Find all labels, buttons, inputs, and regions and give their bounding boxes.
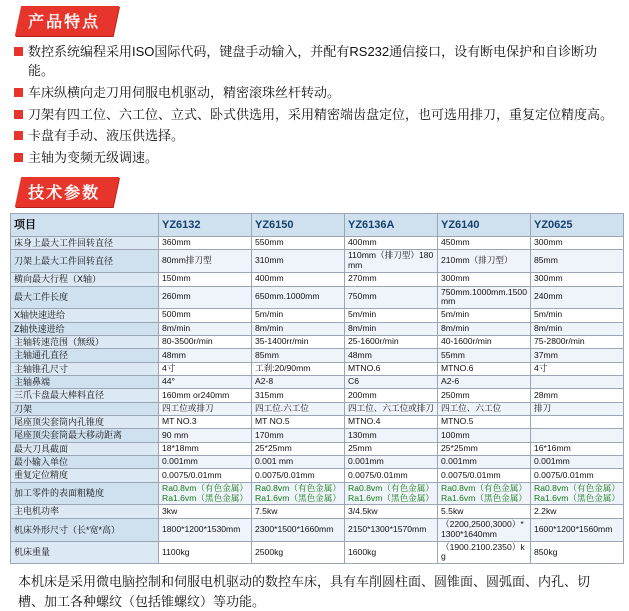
table-cell: Ra0.8vm（有色金属） Ra1.6vm（黑色金属） [438,482,531,505]
table-cell: 1600*1200*1560mm [531,518,624,541]
table-row [11,505,624,518]
table-cell: 8m/min [159,322,252,335]
table-cell: 3kw [159,505,252,518]
table-cell: 450mm [438,237,531,250]
table-row [11,362,624,375]
table-cell: Ra0.8vm（有色金属） Ra1.6vm（黑色金属） [345,482,438,505]
col-header: YZ6140 [438,214,531,237]
table-cell: 650mm.1000mm [252,286,345,309]
table-cell: 40-1600r/min [438,335,531,348]
feature-item [14,106,617,125]
table-row [11,429,624,442]
table-cell: 37mm [531,349,624,362]
table-cell: 0.0075/0.01mm [252,469,345,482]
col-header: YZ6136A [345,214,438,237]
table-cell: （2200,2500,3000）*1300*1640mm [438,518,531,541]
table-cell: 5m/min [531,309,624,322]
feature-item [14,127,617,146]
table-cell: 750mm [345,286,438,309]
table-cell: 270mm [345,273,438,286]
bullet-square-icon [14,47,23,56]
table-row [11,286,624,309]
table-cell: 80-3500r/min [159,335,252,348]
table-cell: 5m/min [345,309,438,322]
table-cell: 310mm [252,250,345,273]
table-row [11,237,624,250]
table-cell: 四工位、六工位或排刀 [345,402,438,415]
table-cell [531,429,624,442]
table-cell: 16*16mm [531,442,624,455]
table-cell: 2500kg [252,541,345,564]
table-cell: 0.001mm [531,456,624,469]
table-row [11,250,624,273]
table-cell: 85mm [252,349,345,362]
table-cell: 5m/min [438,309,531,322]
specs-table-wrap [10,213,619,564]
table-cell: 300mm [531,237,624,250]
table-cell: 400mm [252,273,345,286]
table-row [11,482,624,505]
table-row [11,456,624,469]
table-cell: 360mm [159,237,252,250]
row-label-cell: X轴快速进给 [11,309,159,322]
table-cell: 300mm [438,273,531,286]
col-header: YZ6150 [252,214,345,237]
table-cell: 8m/min [438,322,531,335]
table-cell: 150mm [159,273,252,286]
section-banner-specs [15,177,119,207]
table-cell: 2.2kw [531,505,624,518]
table-cell: 170mm [252,429,345,442]
feature-text: 卡盘有手动、液压供选择。 [28,128,185,144]
feature-text: 数控系统编程采用ISO国际代码，键盘手动输入，并配有RS232通信接口，设有断电保护和自诊断功能。 [28,44,598,78]
table-cell: 排刀 [531,402,624,415]
bullet-square-icon [14,131,23,140]
table-cell: 110mm（排刀型）180mm [345,250,438,273]
bullet-square-icon [14,88,23,97]
table-cell: 210mm（排刀型） [438,250,531,273]
specs-table-body [11,237,624,564]
table-cell: 250mm [438,389,531,402]
table-cell: MTNO.6 [438,362,531,375]
table-cell: C6 [345,375,438,388]
row-label-cell: 主轴锥孔尺寸 [11,362,159,375]
table-cell: 160mm or240mm [159,389,252,402]
table-cell: 四工位或排刀 [159,402,252,415]
feature-item [14,43,617,81]
table-cell: 85mm [531,250,624,273]
table-cell: 3/4.5kw [345,505,438,518]
table-row [11,309,624,322]
table-row [11,335,624,348]
table-cell: Ra0.8vm（有色金属） Ra1.6vm（黑色金属） [159,482,252,505]
table-cell: 0.001mm [345,456,438,469]
table-cell: 0.0075/0.01mm [438,469,531,482]
feature-item [14,84,617,103]
table-cell: A2-6 [438,375,531,388]
table-cell: 48mm [159,349,252,362]
col-header: YZ6132 [159,214,252,237]
row-label-cell: 床身上最大工件回转直径 [11,237,159,250]
section-banner-features-label: 产品特点 [28,14,101,31]
row-label-cell: 机床重量 [11,541,159,564]
table-cell: 300mm [531,273,624,286]
table-cell: 四工位.六工位 [252,402,345,415]
table-row [11,273,624,286]
row-label-cell: 横向最大行程（X轴） [11,273,159,286]
table-cell: 100mm [438,429,531,442]
table-row [11,442,624,455]
table-row [11,389,624,402]
table-cell: 1600kg [345,541,438,564]
table-cell: 25mm [345,442,438,455]
row-label-cell: 机床外形尺寸（长*宽*高） [11,518,159,541]
row-label-cell: 最小输入单位 [11,456,159,469]
table-cell: 850kg [531,541,624,564]
table-cell: 400mm [345,237,438,250]
table-row [11,518,624,541]
row-label-cell: 最大工件长度 [11,286,159,309]
table-row [11,469,624,482]
table-cell: 48mm [345,349,438,362]
table-cell: 4寸 [531,362,624,375]
section-banner-specs-label: 技术参数 [28,185,101,203]
table-cell: 25*25mm [438,442,531,455]
table-cell [531,375,624,388]
row-label-cell: 尾座顶尖套筒最大移动距离 [11,429,159,442]
table-cell: 25*25mm [252,442,345,455]
table-cell: 240mm [531,286,624,309]
row-label-cell: 主轴转速范围（無级） [11,335,159,348]
feature-text: 主轴为变频无级调速。 [28,150,159,166]
row-label-cell: 主电机功率 [11,505,159,518]
table-cell: 260mm [159,286,252,309]
table-cell: 80mm排刀型 [159,250,252,273]
table-header-row [11,214,624,237]
table-cell: 4寸 [159,362,252,375]
specs-table-head [11,214,624,237]
table-cell: MT NO.3 [159,416,252,429]
table-cell: 四工位、六工位 [438,402,531,415]
table-cell: MTNO.5 [438,416,531,429]
bullet-square-icon [14,110,23,119]
table-cell: （1900.2100.2350）kg [438,541,531,564]
col-header: YZ0625 [531,214,624,237]
table-cell: 2300*1500*1660mm [252,518,345,541]
table-cell: 0.0075/0.01mm [345,469,438,482]
table-cell: 8m/min [531,322,624,335]
table-cell: 0.0075/0.01mm [531,469,624,482]
table-cell: 75-2800r/min [531,335,624,348]
table-cell: 8m/min [252,322,345,335]
table-row [11,349,624,362]
table-cell: 750mm.1000mm.1500mm [438,286,531,309]
col-header: 项目 [11,214,159,237]
row-label-cell: Z轴快速进给 [11,322,159,335]
bullet-square-icon [14,153,23,162]
table-cell: 90 mm [159,429,252,442]
section-banner-features [15,6,119,36]
footer-note: 本机床是采用微电脑控制和伺服电机驱动的数控车床，具有车削圆柱面、圆锥面、圆弧面、内孔、切槽、加工各种螺纹（包括锥螺纹）等功能。 [18,574,591,609]
table-cell: 工刹:20/90mm [252,362,345,375]
table-cell: 130mm [345,429,438,442]
specs-table [10,213,624,564]
table-cell: 55mm [438,349,531,362]
row-label-cell: 最大刀具截面 [11,442,159,455]
table-cell: 0.0075/0.01mm [159,469,252,482]
feature-text: 刀架有四工位、六工位、立式、卧式供选用，采用精密端齿盘定位，也可选用排刀，重复定位精度高。 [28,106,614,122]
row-label-cell: 三爪卡盘最大棒料直径 [11,389,159,402]
table-cell: 44° [159,375,252,388]
table-cell: 35-1400rr/min [252,335,345,348]
table-cell: Ra0.8vm（有色金属） Ra1.6vm（黑色金属） [252,482,345,505]
table-row [11,402,624,415]
table-cell: 200mm [345,389,438,402]
table-cell: 28mm [531,389,624,402]
feature-text: 车床纵横向走刀用伺服电机驱动，精密滚珠丝杆转动。 [28,84,341,100]
table-cell: MTNO.4 [345,416,438,429]
table-cell: A2-8 [252,375,345,388]
table-cell: 5.5kw [438,505,531,518]
table-cell: MTNO.6 [345,362,438,375]
row-label-cell: 主轴鼻端 [11,375,159,388]
table-cell: 25-1600r/min [345,335,438,348]
table-cell: 315mm [252,389,345,402]
table-cell: 0.001 mm [252,456,345,469]
table-cell: 0.001mm [438,456,531,469]
table-row [11,541,624,564]
row-label-cell: 主轴通孔直径 [11,349,159,362]
table-row [11,322,624,335]
row-label-cell: 尾座顶尖套筒内孔锥度 [11,416,159,429]
table-cell: 550mm [252,237,345,250]
table-cell: 500mm [159,309,252,322]
table-cell: 5m/min [252,309,345,322]
table-cell: 1800*1200*1530mm [159,518,252,541]
table-cell: 2150*1300*1570mm [345,518,438,541]
feature-item [14,149,617,168]
table-cell: 7.5kw [252,505,345,518]
table-cell: 18*18mm [159,442,252,455]
row-label-cell: 重复定位精度 [11,469,159,482]
table-cell: MT NO.5 [252,416,345,429]
table-cell: 0.001mm [159,456,252,469]
features-list [14,43,617,168]
table-cell: 1100kg [159,541,252,564]
table-cell [531,416,624,429]
row-label-cell: 刀架上最大工件回转直径 [11,250,159,273]
table-cell: 8m/min [345,322,438,335]
row-label-cell: 刀架 [11,402,159,415]
table-cell: Ra0.8vm（有色金属） Ra1.6vm（黑色金属） [531,482,624,505]
table-row [11,416,624,429]
row-label-cell: 加工零件的表面粗糙度 [11,482,159,505]
table-row [11,375,624,388]
